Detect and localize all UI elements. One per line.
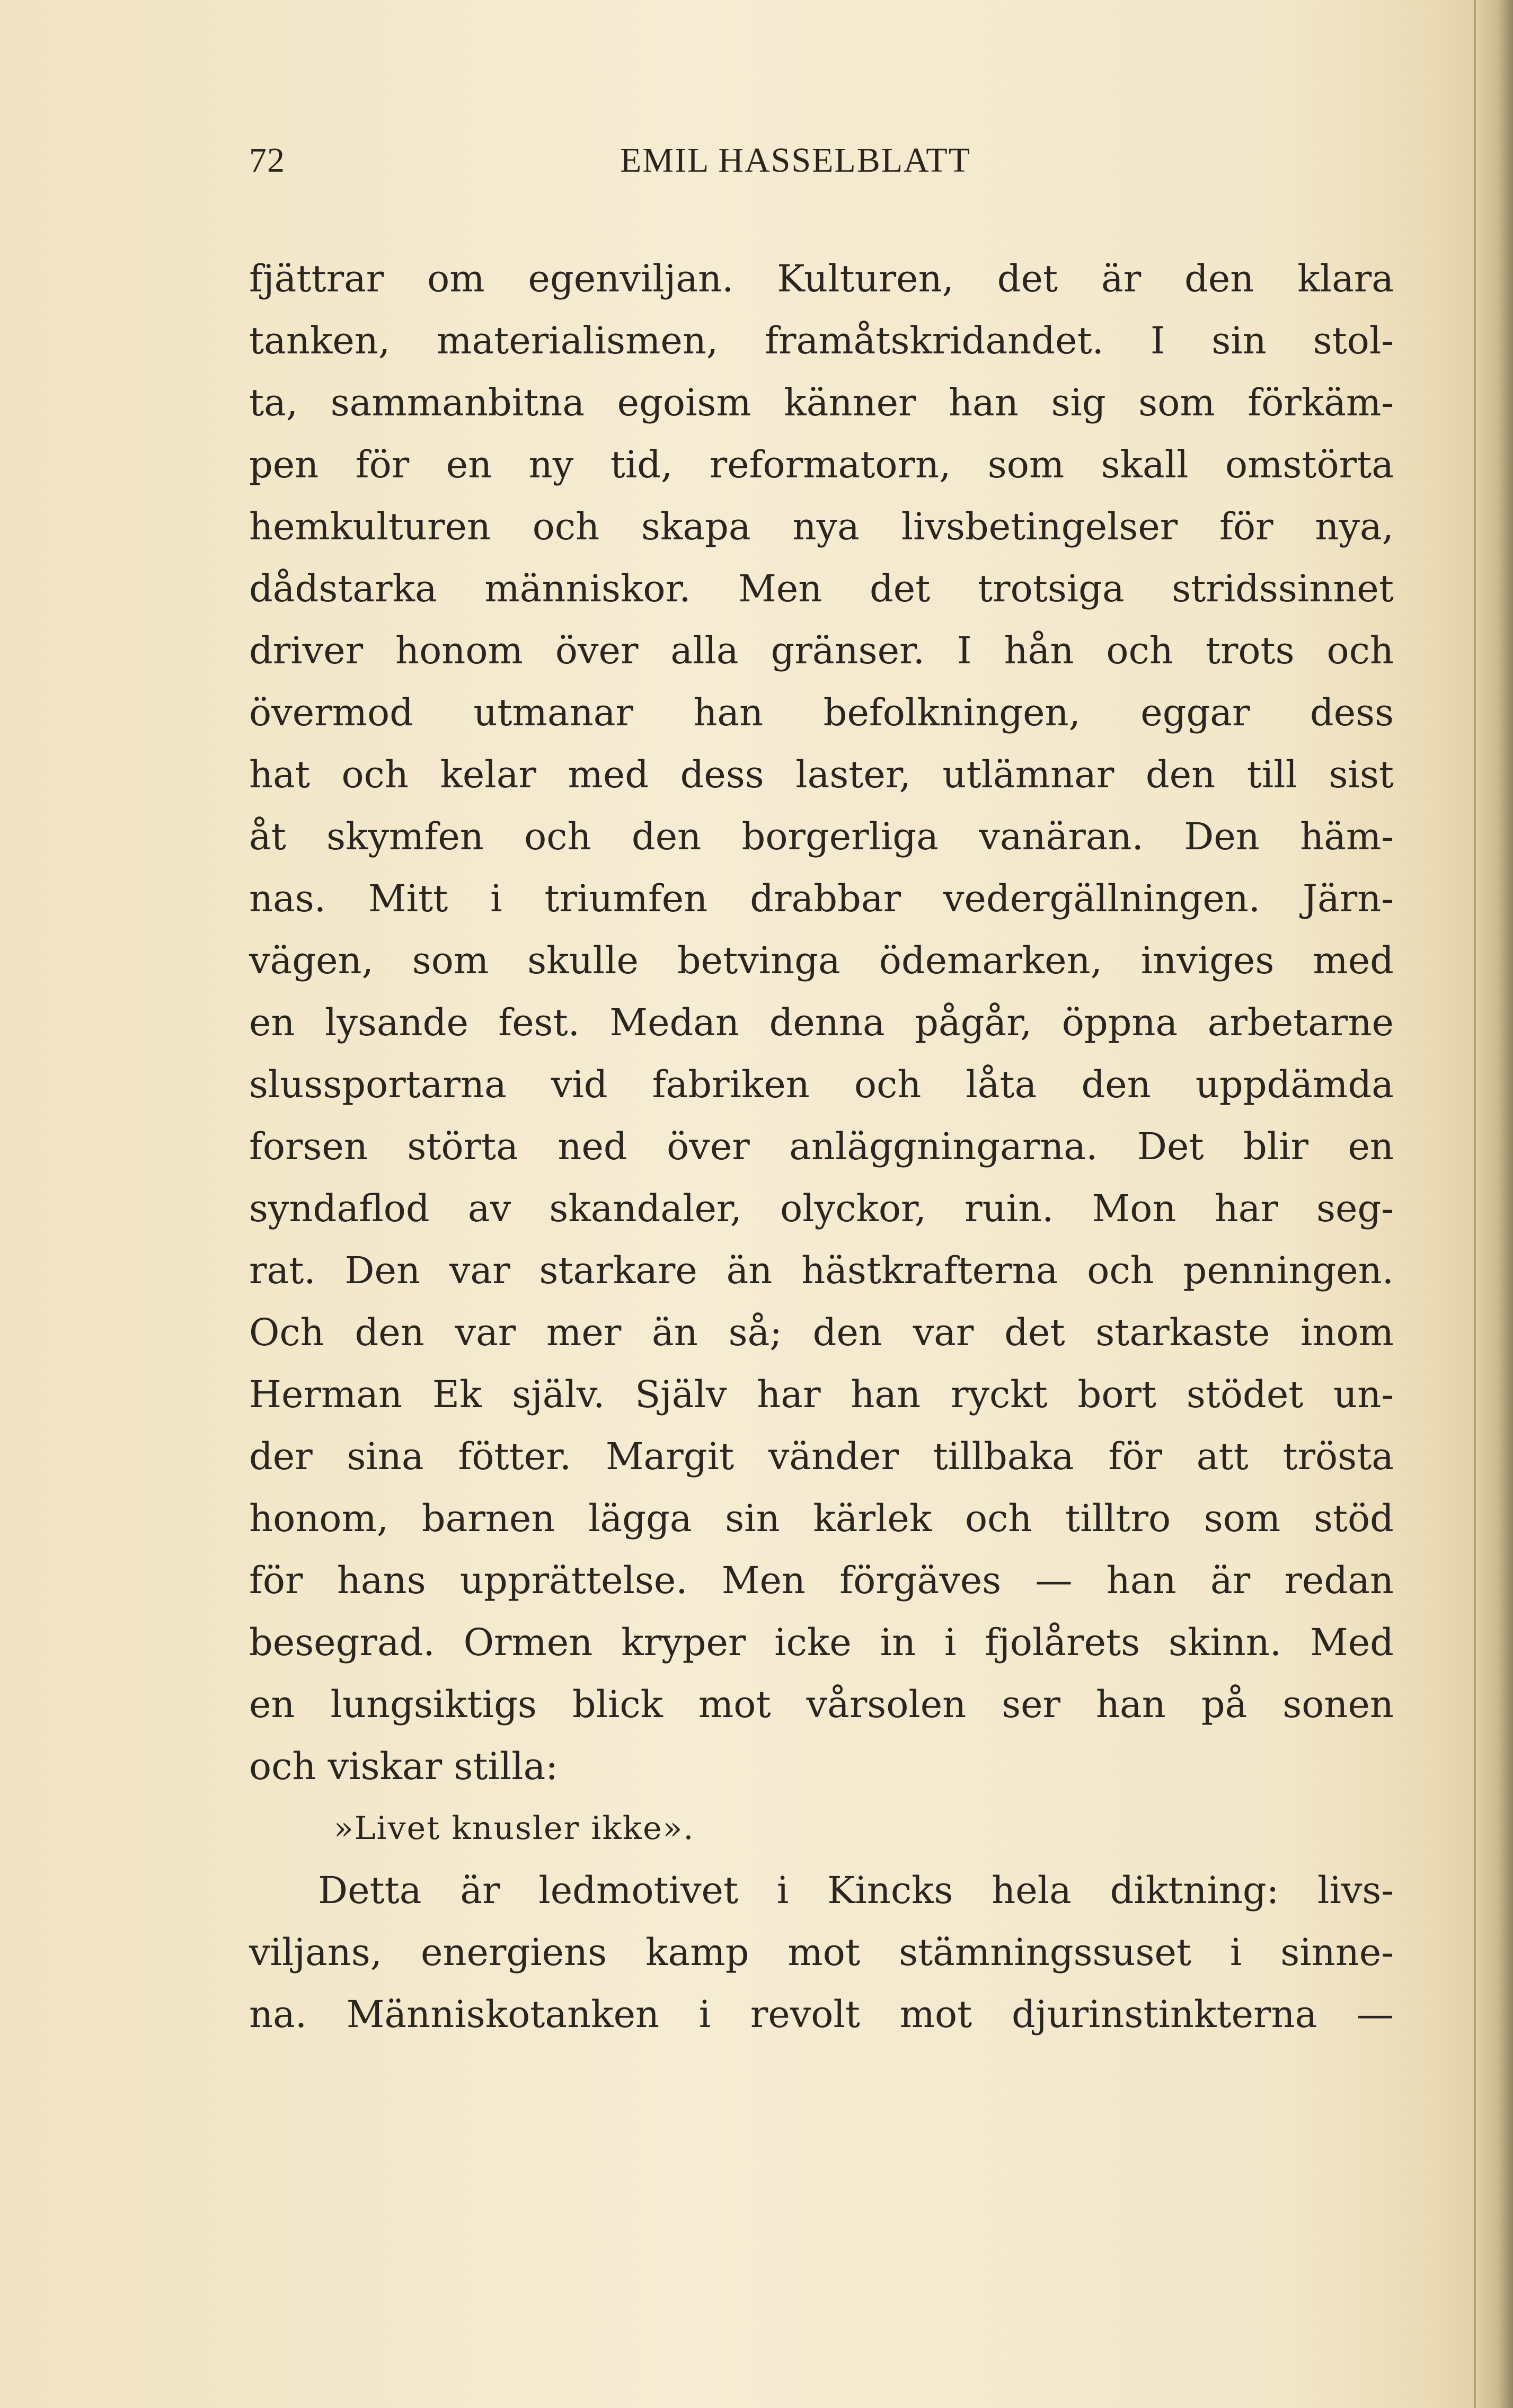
body-text [249, 248, 1394, 2046]
text-line: vägen, som skulle betvinga ödemarken, inviges med [249, 939, 1394, 982]
text-line: Och den var mer än så; den var det starkaste inom [249, 1311, 1394, 1354]
text-line: slussportarna vid fabriken och låta den uppdämda [249, 1063, 1394, 1106]
text-line: en lungsiktigs blick mot vårsolen ser han på sonen [249, 1683, 1394, 1726]
text-line: pen för en ny tid, reformatorn, som skall omstörta [249, 443, 1394, 486]
text-line: för hans upprättelse. Men förgäves — han är redan [249, 1559, 1394, 1602]
text-line: Detta är ledmotivet i Kincks hela diktning: livs- [318, 1869, 1394, 1912]
text-line: dådstarka människor. Men det trotsiga stridssinnet [249, 567, 1394, 610]
text-line: och viskar stilla: [249, 1745, 558, 1788]
text-line: viljans, energiens kamp mot stämningssuset i sinne- [249, 1931, 1394, 1974]
text-line: Herman Ek själv. Själv har han ryckt bort stödet un- [249, 1373, 1394, 1416]
text-line: driver honom över alla gränser. I hån och trots och [249, 629, 1394, 672]
paragraph-2 [249, 1860, 1394, 2046]
text-line: honom, barnen lägga sin kärlek och tilltro som stöd [249, 1497, 1394, 1540]
text-line: na. Människotanken i revolt mot djurinstinkterna — [249, 1993, 1394, 2036]
text-line: besegrad. Ormen kryper icke in i fjolårets skinn. Med [249, 1621, 1394, 1664]
text-line: hemkulturen och skapa nya livsbetingelser för nya, [249, 505, 1394, 548]
text-line: tanken, materialismen, framåtskridandet. I sin stol- [249, 319, 1394, 362]
paragraph-1 [249, 248, 1394, 1798]
running-head: EMIL HASSELBLATT [620, 141, 971, 180]
text-line: åt skymfen och den borgerliga vanäran. Den häm- [249, 815, 1394, 858]
text-line: en lysande fest. Medan denna pågår, öppna arbetarne [249, 1001, 1394, 1044]
text-line: syndaflod av skandaler, olyckor, ruin. Mon har seg- [249, 1187, 1394, 1230]
text-line: fjättrar om egenviljan. Kulturen, det är den klara [249, 257, 1394, 300]
text-line: der sina fötter. Margit vänder tillbaka för att trösta [249, 1435, 1394, 1478]
page-header [249, 140, 1388, 188]
page-edge-shadow [1476, 0, 1513, 2408]
text-line: rat. Den var starkare än hästkrafterna och penningen. [249, 1249, 1394, 1292]
text-line: övermod utmanar han befolkningen, eggar dess [249, 691, 1394, 734]
text-line: ta, sammanbitna egoism känner han sig som förkäm- [249, 381, 1394, 424]
text-line: nas. Mitt i triumfen drabbar vedergällningen. Järn- [249, 877, 1394, 920]
page-number: 72 [249, 141, 285, 180]
quotation: »Livet knusler ikke». [334, 1810, 695, 1847]
text-line: hat och kelar med dess laster, utlämnar den till sist [249, 753, 1394, 796]
text-line: forsen störta ned över anläggningarna. Det blir en [249, 1125, 1394, 1168]
